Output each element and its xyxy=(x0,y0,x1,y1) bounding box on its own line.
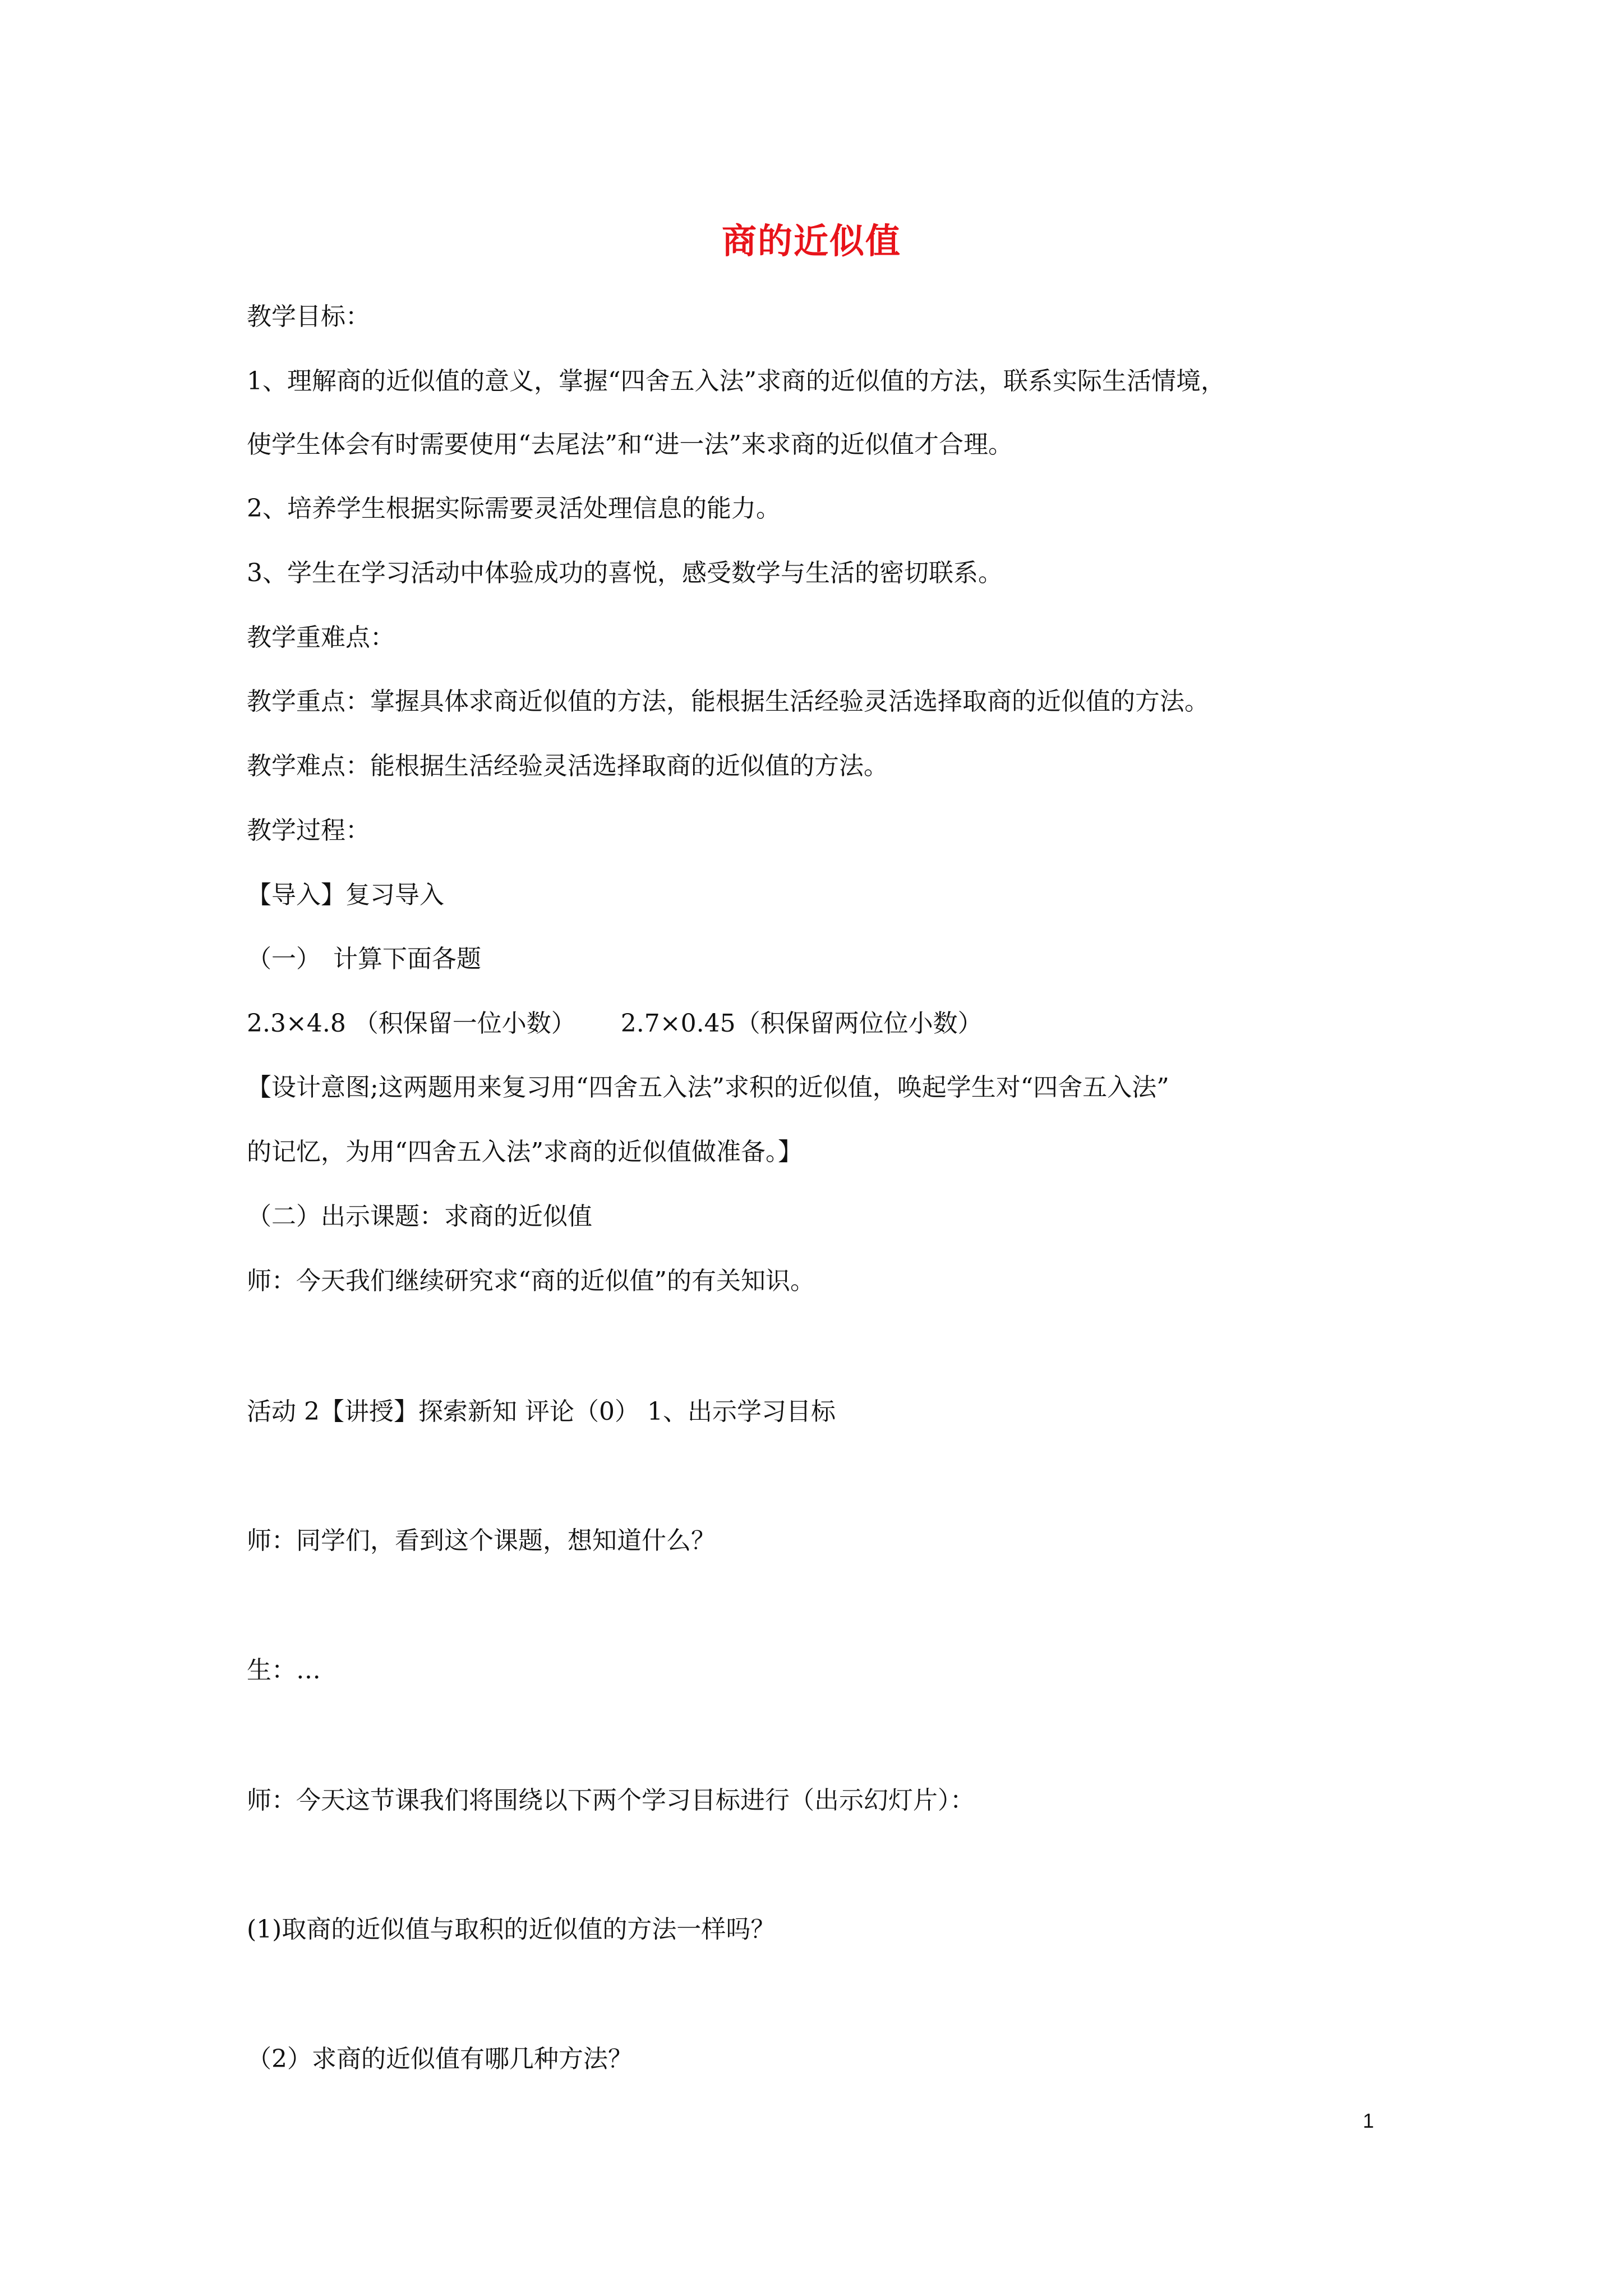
objective-3: 3、学生在学习活动中体验成功的喜悦，感受数学与生活的密切联系。 xyxy=(247,559,1003,587)
design-intent-line-2: 的记忆，为用“四舍五入法”求商的近似值做准备。】 xyxy=(247,1138,803,1166)
design-intent-line-1: 【设计意图;这两题用来复习用“四舍五入法”求积的近似值，唤起学生对“四舍五入法” xyxy=(247,1073,1169,1102)
student-line: 生：… xyxy=(247,1656,321,1685)
page-number: 1 xyxy=(1363,2109,1375,2132)
learning-question-2: （2）求商的近似值有哪几种方法？ xyxy=(247,2045,633,2073)
difficult-point: 教学难点：能根据生活经验灵活选择取商的近似值的方法。 xyxy=(247,752,888,780)
intro-heading: 【导入】复习导入 xyxy=(247,881,444,909)
objective-1-line-2: 使学生体会有时需要使用“去尾法”和“进一法”来求商的近似值才合理。 xyxy=(247,430,1013,459)
section-heading-objectives: 教学目标： xyxy=(247,302,370,331)
objective-1-line-1: 1、理解商的近似值的意义，掌握“四舍五入法”求商的近似值的方法，联系实际生活情境， xyxy=(247,367,1225,395)
activity-2-heading: 活动 2【讲授】探索新知 评论（0） 1、出示学习目标 xyxy=(247,1397,836,1426)
learning-question-1: (1)取商的近似值与取积的近似值的方法一样吗？ xyxy=(247,1915,776,1944)
key-point: 教学重点：掌握具体求商近似值的方法，能根据生活经验灵活选择取商的近似值的方法。 xyxy=(247,687,1209,716)
exercise-problems: 2.3×4.8 （积保留一位小数） 2.7×0.45（积保留两位位小数） xyxy=(247,1009,983,1038)
teacher-line-1: 师：今天我们继续研究求“商的近似值”的有关知识。 xyxy=(247,1267,815,1295)
topic-heading: （二）出示课题：求商的近似值 xyxy=(247,1202,592,1231)
document-title: 商的近似值 xyxy=(721,220,901,261)
objective-2: 2、培养学生根据实际需要灵活处理信息的能力。 xyxy=(247,494,781,523)
teacher-line-3: 师：今天这节课我们将围绕以下两个学习目标进行（出示幻灯片）： xyxy=(247,1786,975,1815)
exercise-heading: （一） 计算下面各题 xyxy=(247,945,481,973)
section-heading-key-points: 教学重难点： xyxy=(247,623,395,652)
teacher-line-2: 师：同学们，看到这个课题，想知道什么？ xyxy=(247,1526,716,1555)
section-heading-process: 教学过程： xyxy=(247,816,370,845)
